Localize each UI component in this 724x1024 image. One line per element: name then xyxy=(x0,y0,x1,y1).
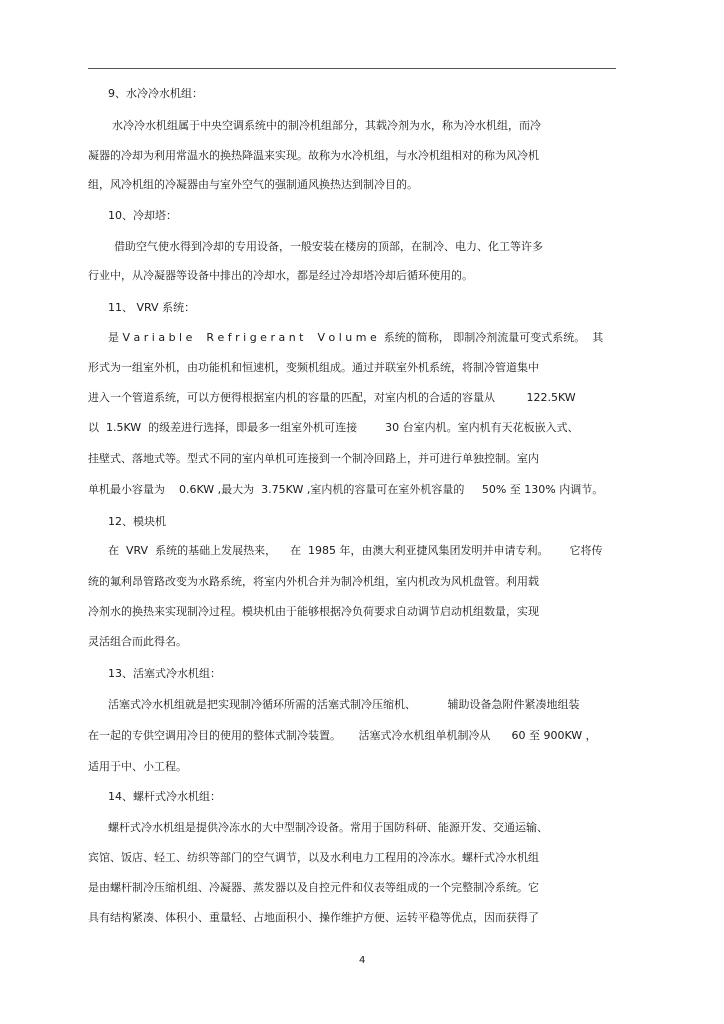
paragraph-line: 以 1.5KW 的级差进行选择，即最多一组室外机可连接 30 台室内机。室内机有天花板嵌入式、 xyxy=(88,421,579,434)
paragraph-line: 形式为一组室外机，由功能机和恒速机，变频机组成。通过并联室外机系统，将制冷管道集中 xyxy=(88,361,539,374)
paragraph-line: 具有结构紧凑、体积小、重量轻、占地面积小、操作维护方便、运转平稳等优点，因而获得了 xyxy=(88,911,539,924)
paragraph-line: 水冷冷水机组属于中央空调系统中的制冷机组部分，其载冷剂为水，称为冷水机组，而冷 xyxy=(112,119,541,132)
section-heading-water-cooled-chiller: 9、水冷冷水机组： xyxy=(108,87,203,100)
paragraph-line: 借助空气使水得到冷却的专用设备，一般安装在楼房的顶部，在制冷、电力、化工等许多 xyxy=(114,240,543,253)
paragraph-line: 适用于中、小工程。 xyxy=(88,760,187,773)
paragraph-line: 灵活组合而此得名。 xyxy=(88,635,187,648)
paragraph-line: 是由螺杆制冷压缩机组、冷凝器、蒸发器以及自控元件和仪表等组成的一个完整制冷系统。它 xyxy=(88,881,539,894)
paragraph-line: 在一起的专供空调用冷目的使用的整体式制冷装置。 活塞式冷水机组单机制冷从 60 至 900KW ， xyxy=(88,729,597,742)
paragraph-line: 挂壁式、落地式等。型式不同的室内单机可连接到一个制冷回路上，并可进行单独控制。室内 xyxy=(88,452,539,465)
paragraph-line: 进入一个管道系统，可以方便得根据室内机的容量的匹配，对室内机的合适的容量从 122.5KW xyxy=(88,391,576,404)
paragraph-line: 螺杆式冷水机组是提供冷冻水的大中型制冷设备。常用于国防科研、能源开发、交通运输、 xyxy=(108,821,548,834)
paragraph-line: 在 VRV 系统的基础上发展热来， 在 1985 年，由澳大利亚捷风集团发明并申请专利。 它将传 xyxy=(108,544,603,557)
header-rule xyxy=(88,68,616,69)
section-heading-vrv-system: 11、 VRV 系统： xyxy=(108,301,196,314)
paragraph-line: 行业中，从冷凝器等设备中排出的冷却水，都是经过冷却塔冷却后循环使用的。 xyxy=(88,269,473,282)
paragraph-line: 凝器的冷却为利用常温水的换热降温来实现。故称为水冷机组，与水冷机组相对的称为风冷机 xyxy=(88,149,539,162)
paragraph-line: 单机最小容量为 0.6KW ,最大为 3.75KW ,室内机的容量可在室外机容量的 50% 至 130% 内调节。 xyxy=(88,483,604,496)
section-heading-modular-unit: 12、模块机 xyxy=(108,515,166,528)
paragraph-line: 统的氟利昂管路改变为水路系统，将室内外机合并为制冷机组，室内机改为风机盘管。利用载 xyxy=(88,575,539,588)
paragraph-line: 是 V a r i a b l e R e f r i g e r a n t V o l u m e 系统的简称， 即制冷剂流量可变式系统。 其 xyxy=(108,331,604,344)
section-heading-screw-chiller: 14、螺杆式冷水机组： xyxy=(108,790,221,803)
section-heading-piston-chiller: 13、活塞式冷水机组： xyxy=(108,667,221,680)
paragraph-line: 组，风冷机组的冷凝器由与室外空气的强制通风换热达到制冷目的。 xyxy=(88,178,418,191)
page-number: 4 xyxy=(359,955,366,966)
paragraph-line: 冷剂水的换热来实现制冷过程。模块机由于能够根据冷负荷要求自动调节启动机组数量，实现 xyxy=(88,605,539,618)
section-heading-cooling-tower: 10、冷却塔： xyxy=(108,209,177,222)
paragraph-line: 宾馆、饭店、轻工、纺织等部门的空气调节，以及水利电力工程用的冷冻水。螺杆式冷水机组 xyxy=(88,851,539,864)
paragraph-line: 活塞式冷水机组就是把实现制冷循环所需的活塞式制冷压缩机、 辅助设备急附件紧凑地组装 xyxy=(108,698,580,711)
